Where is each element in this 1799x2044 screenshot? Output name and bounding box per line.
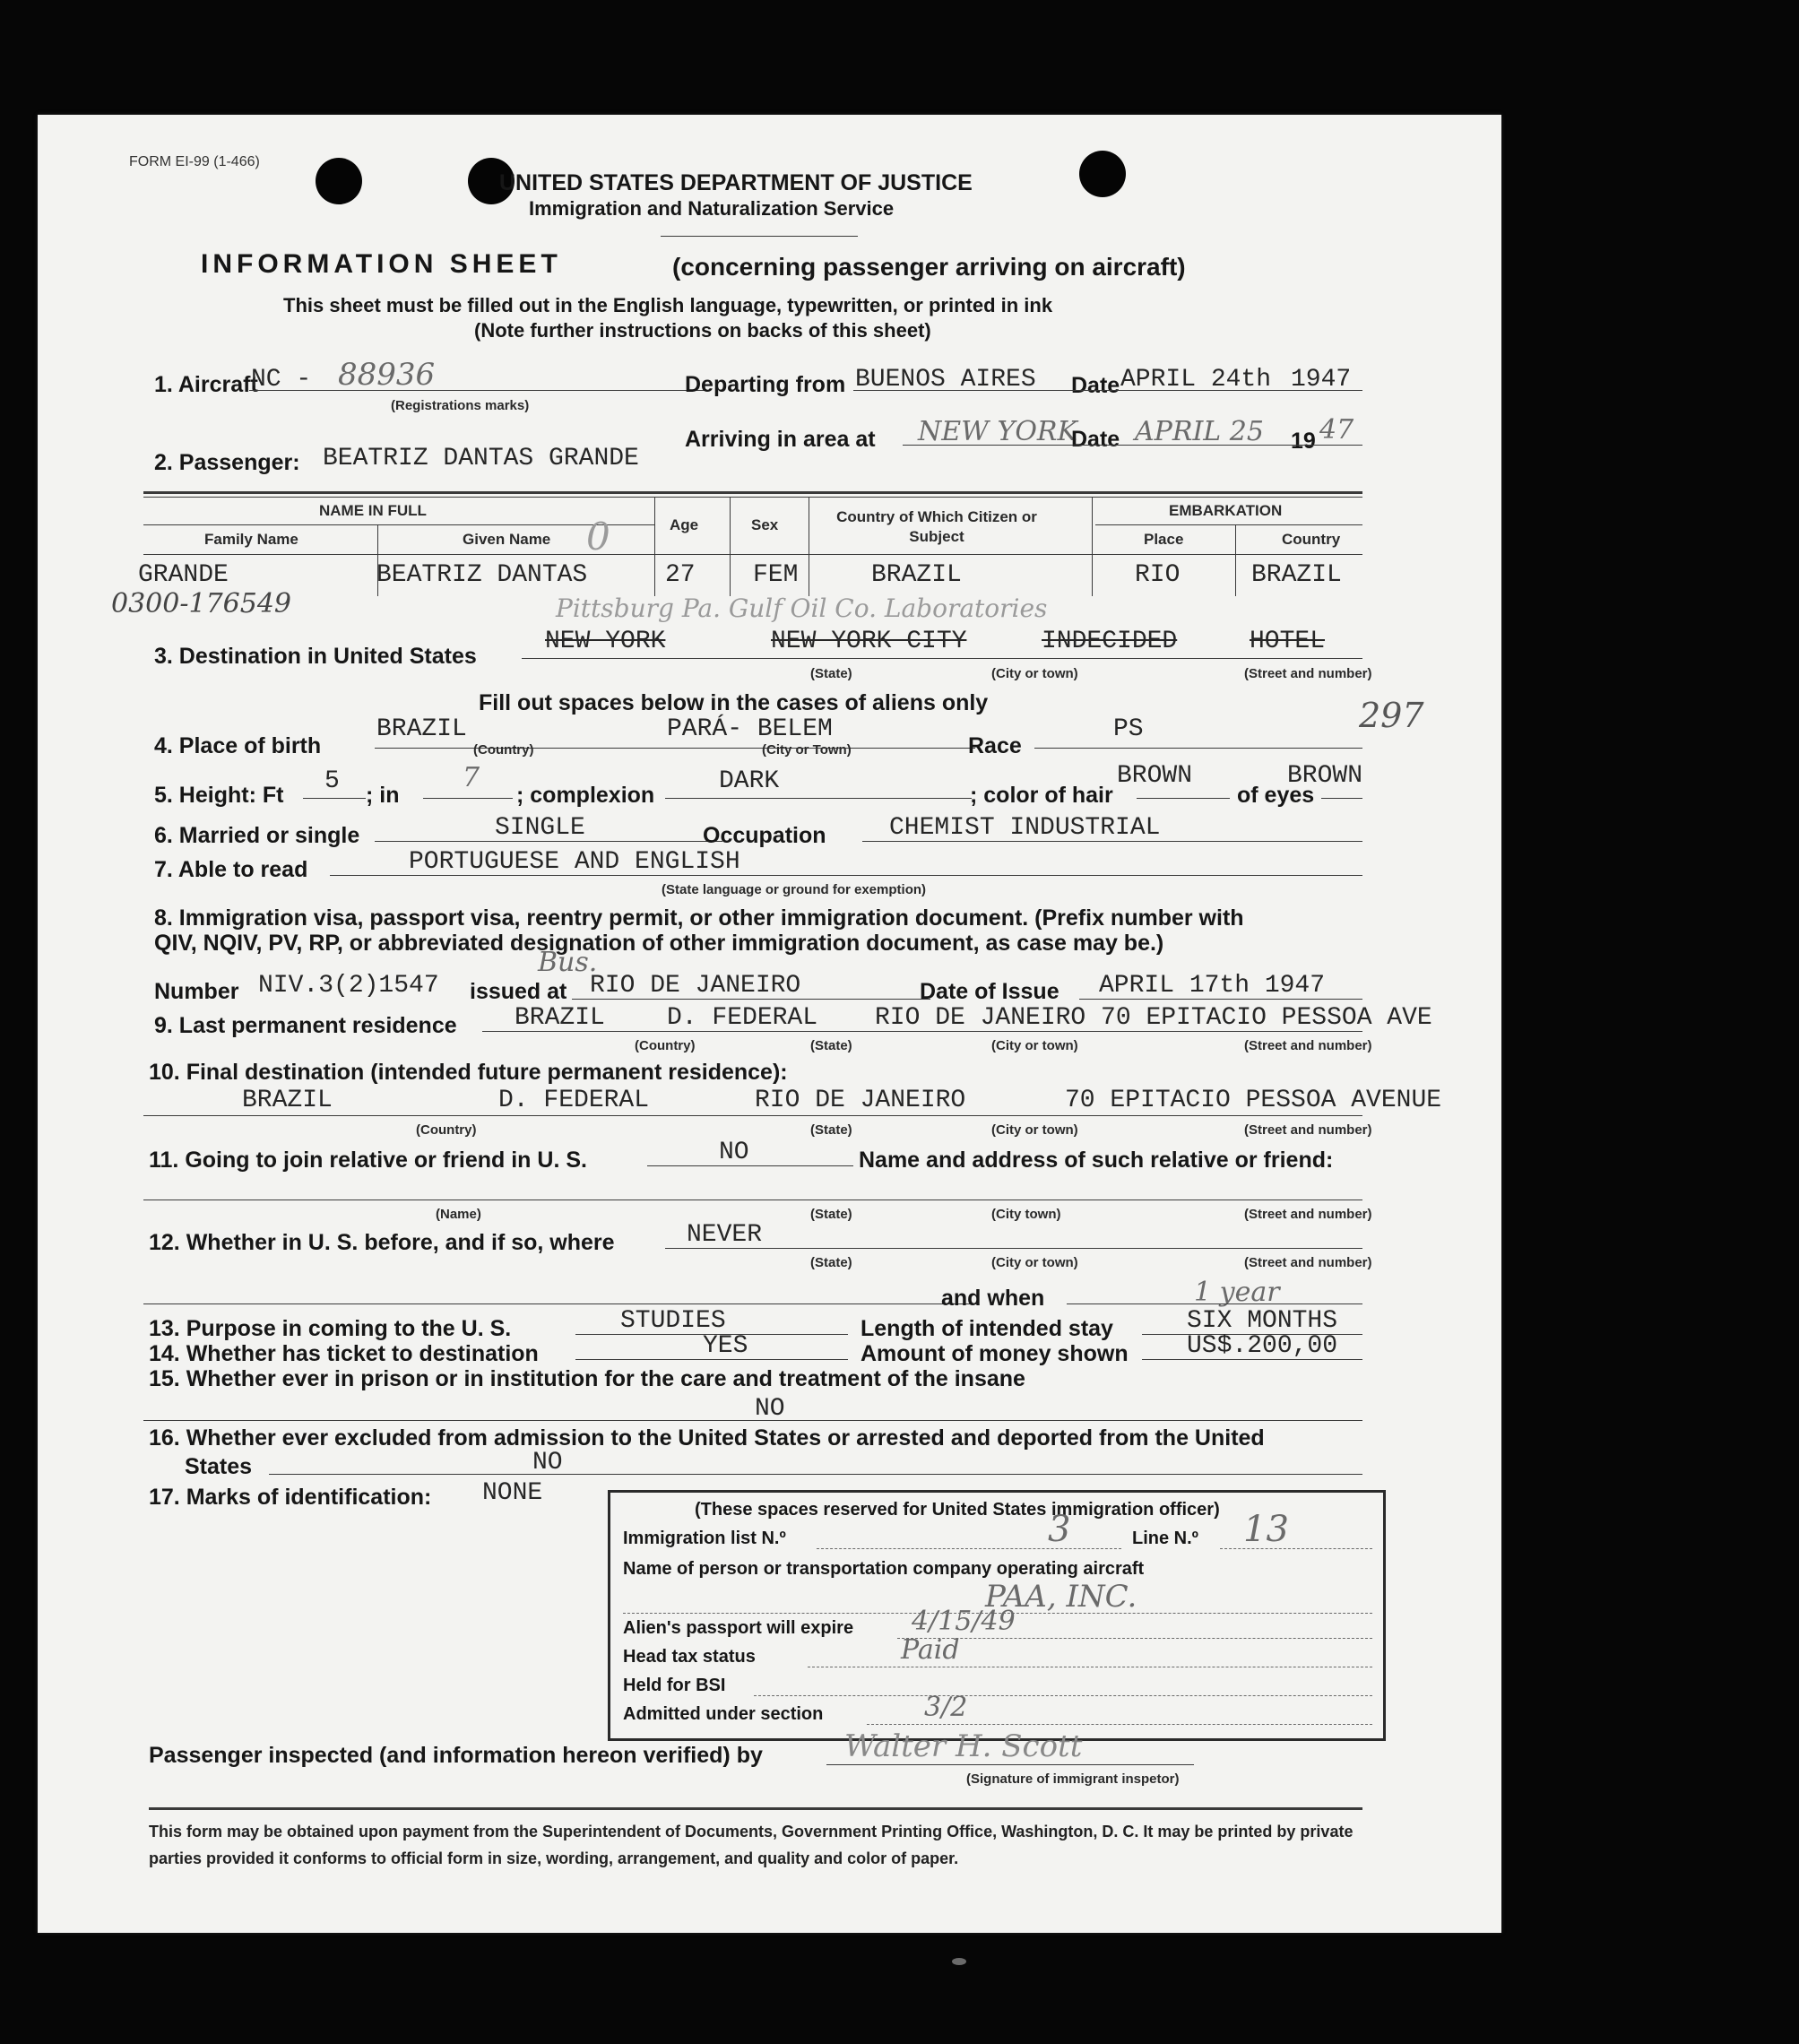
feet-line: [303, 798, 366, 799]
residence-state: D. FEDERAL: [667, 1004, 818, 1032]
money-line: [1142, 1359, 1362, 1360]
residence-line: [482, 1031, 1362, 1032]
issue-date-line: [1079, 999, 1362, 1000]
arriving-date-label: Date: [1071, 427, 1120, 452]
before-cap-state: (State): [810, 1255, 852, 1270]
ticket-label: 14. Whether has ticket to destination: [149, 1341, 539, 1366]
residence-country: BRAZIL: [515, 1004, 605, 1032]
marks-label: 17. Marks of identification:: [149, 1485, 432, 1510]
table-place-header: Place: [1144, 531, 1184, 548]
residence-cap-street: (Street and number): [1244, 1038, 1372, 1053]
headtax-label: Head tax status: [623, 1647, 756, 1667]
table-family-header: Family Name: [204, 531, 298, 548]
final-cap-city: (City or town): [991, 1122, 1078, 1138]
list-label: Immigration list N.º: [623, 1529, 786, 1548]
departing-date-label: Date: [1071, 373, 1120, 398]
race-value: PS: [1113, 715, 1144, 743]
relative-cap-street: (Street and number): [1244, 1207, 1372, 1222]
destination-handwritten: Pittsburg Pa. Gulf Oil Co. Laboratories: [556, 593, 1048, 623]
aircraft-prefix: NC -: [251, 366, 312, 394]
list-value: 3: [1048, 1509, 1071, 1550]
height-label: 5. Height: Ft: [154, 783, 284, 808]
arriving-date: APRIL 25: [1135, 416, 1264, 447]
aircraft-line: [249, 390, 708, 391]
departing-year: 1947: [1291, 366, 1352, 394]
relative-label: 11. Going to join relative or friend in U. S.: [149, 1148, 587, 1173]
read-line: [330, 875, 1362, 876]
line-no-line: [1220, 1548, 1372, 1549]
arriving-year-prefix: 19: [1291, 429, 1316, 454]
married-label: 6. Married or single: [154, 823, 360, 848]
aircraft-caption: (Registrations marks): [391, 398, 530, 413]
destination-street-a: INDECIDED: [1042, 628, 1178, 655]
relative-cap-name: (Name): [436, 1207, 481, 1222]
sex-cell: FEM: [753, 561, 799, 589]
table-top-rule-2: [143, 497, 1362, 498]
instruction-line-1: This sheet must be filled out in the English language, typewritten, or printed in ink: [283, 294, 1053, 316]
bsi-label: Held for BSI: [623, 1676, 726, 1695]
passport-label: Alien's passport will expire: [623, 1618, 854, 1638]
destination-state: NEW YORK: [545, 628, 666, 655]
final-cap-country: (Country): [416, 1122, 477, 1138]
destination-street-b: HOTEL: [1250, 628, 1326, 655]
arriving-year: 47: [1319, 414, 1354, 446]
operator-value: PAA, INC.: [985, 1579, 1137, 1615]
before-cap-city: (City or town): [991, 1255, 1078, 1270]
height-feet: 5: [324, 767, 340, 795]
excluded-line: [269, 1474, 1362, 1475]
issue-date-label: Date of Issue: [920, 979, 1060, 1004]
table-header-bottom: [143, 554, 1362, 555]
issued-at: RIO DE JANEIRO: [590, 972, 801, 1000]
read-caption: (State language or ground for exemption): [662, 882, 927, 897]
margin-number: 297: [1359, 696, 1424, 735]
read-label: 7. Able to read: [154, 857, 308, 882]
final-line: [143, 1115, 1362, 1116]
given-name-cell: BEATRIZ DANTAS: [376, 561, 588, 589]
visa-text-1: 8. Immigration visa, passport visa, reentry permit, or other immigration document. (Prefix number with: [154, 905, 1244, 931]
purpose-value: STUDIES: [620, 1307, 726, 1335]
inches-line: [423, 798, 513, 799]
passenger-label: 2. Passenger:: [154, 450, 300, 475]
excluded-label-1: 16. Whether ever excluded from admission to the United States or arrested and deported from the United: [149, 1425, 1265, 1451]
height-inches: 7: [463, 762, 480, 793]
occupation-label: Occupation: [703, 823, 826, 848]
read-value: PORTUGUESE AND ENGLISH: [409, 848, 740, 876]
eyes-value: BROWN: [1287, 762, 1363, 790]
officer-box-title: (These spaces reserved for United States immigration officer): [695, 1500, 1220, 1520]
final-destination-label: 10. Final destination (intended future permanent residence):: [149, 1060, 788, 1085]
table-top-rule: [143, 491, 1362, 494]
prison-label: 15. Whether ever in prison or in institution for the care and treatment of the insane: [149, 1366, 1025, 1391]
passport-value: 4/15/49: [912, 1606, 1016, 1637]
final-cap-state: (State): [810, 1122, 852, 1138]
table-country-header: Country of Which Citizen or Subject: [836, 508, 1037, 545]
section-line: [867, 1724, 1372, 1725]
departing-label: Departing from: [685, 372, 846, 397]
scan-mark: [952, 1958, 966, 1965]
arriving-at: NEW YORK: [918, 416, 1077, 447]
complexion-line: [665, 798, 972, 799]
form-sheet: [38, 115, 1501, 1933]
aliens-note: Fill out spaces below in the cases of aliens only: [479, 690, 989, 715]
visa-number-label: Number: [154, 979, 239, 1004]
complexion-value: DARK: [719, 767, 780, 795]
birth-city: PARÁ- BELEM: [667, 715, 833, 743]
emb-place-cell: RIO: [1135, 561, 1181, 589]
final-country: BRAZIL: [242, 1087, 333, 1114]
prison-line: [143, 1420, 1362, 1421]
complexion-label: ; complexion: [516, 783, 655, 808]
footer-text: This form may be obtained upon payment from the Superintendent of Documents, Government Printing Office, Washington, D. C. It may be printed by private parties provided it conforms to official form in size, wording, arrangement, and quality and color of paper.: [149, 1823, 1354, 1867]
before-cap-street: (Street and number): [1244, 1255, 1372, 1270]
punch-hole-left: [316, 158, 362, 204]
emb-country-cell: BRAZIL: [1251, 561, 1342, 589]
and-when-value: 1 year: [1194, 1277, 1280, 1308]
destination-cap-city: (City or town): [991, 666, 1078, 681]
family-name-cell: GRANDE: [138, 561, 229, 589]
form-subtitle: (concerning passenger arriving on aircraft): [672, 253, 1186, 281]
table-subrule-left: [143, 524, 654, 525]
issue-date: APRIL 17th 1947: [1099, 972, 1326, 1000]
table-name-in-full: NAME IN FULL: [319, 502, 427, 519]
list-line: [817, 1548, 1121, 1549]
passport-line: [897, 1638, 1372, 1639]
instruction-line-2: (Note further instructions on backs of this sheet): [474, 319, 931, 342]
money-value: US$.200,00: [1187, 1332, 1338, 1360]
residence-label: 9. Last permanent residence: [154, 1013, 457, 1038]
married-value: SINGLE: [495, 814, 585, 842]
table-age-header: Age: [670, 516, 699, 533]
table-col-5: [1092, 497, 1093, 596]
race-label: Race: [968, 733, 1022, 758]
section-label: Admitted under section: [623, 1704, 824, 1724]
file-number: 0300-176549: [111, 588, 292, 619]
residence-cap-country: (Country): [635, 1038, 696, 1053]
visa-text-2: QIV, NQIV, PV, RP, or abbreviated designation of other immigration document, as case may be.): [154, 931, 1164, 956]
departing-date: APRIL 24th: [1120, 366, 1272, 394]
money-label: Amount of money shown: [861, 1341, 1129, 1366]
residence-city-street: RIO DE JANEIRO 70 EPITACIO PESSOA AVE: [875, 1004, 1432, 1032]
eyes-label: of eyes: [1237, 783, 1315, 808]
birth-line: [375, 748, 975, 749]
bsi-line: [754, 1695, 1372, 1696]
final-city: RIO DE JANEIRO: [755, 1087, 966, 1114]
birth-cap-city: (City or Town): [762, 742, 852, 758]
birth-cap-country: (Country): [473, 742, 534, 758]
issued-label: issued at: [470, 979, 567, 1004]
aircraft-label: 1. Aircraft: [154, 372, 258, 397]
destination-cap-street: (Street and number): [1244, 666, 1372, 681]
final-street: 70 EPITACIO PESSOA AVENUE: [1065, 1087, 1442, 1114]
and-when-line: [1067, 1303, 1362, 1304]
destination-city: NEW YORK CITY: [771, 628, 967, 655]
table-sex-header: Sex: [751, 516, 779, 533]
operator-label: Name of person or transportation company operating aircraft: [623, 1559, 1145, 1579]
destination-line: [522, 658, 1362, 659]
occupation-line: [862, 841, 1362, 842]
officer-box: [608, 1490, 1386, 1741]
aircraft-number: 88936: [338, 357, 436, 393]
eyes-line: [1321, 798, 1362, 799]
issued-line: [572, 999, 930, 1000]
departing-from: BUENOS AIRES: [855, 366, 1036, 394]
line-label: Line N.º: [1132, 1529, 1198, 1548]
headtax-value: Paid: [901, 1634, 960, 1666]
table-given-header: Given Name: [463, 531, 551, 548]
hair-value: BROWN: [1117, 762, 1193, 790]
service-title: Immigration and Naturalization Service: [529, 197, 895, 220]
occupation-value: CHEMIST INDUSTRIAL: [889, 814, 1161, 842]
relative-line: [647, 1165, 853, 1166]
marks-value: NONE: [482, 1479, 543, 1507]
citizen-cell: BRAZIL: [871, 561, 962, 589]
relative-name-label: Name and address of such relative or friend:: [859, 1148, 1334, 1173]
passenger-name: BEATRIZ DANTAS GRANDE: [323, 445, 639, 472]
arriving-line: [903, 445, 1362, 446]
inspector-signature: Walter H. Scott: [844, 1728, 1083, 1764]
before-when-line-left: [143, 1303, 977, 1304]
arriving-label: Arriving in area at: [685, 427, 876, 452]
birth-label: 4. Place of birth: [154, 733, 322, 758]
excluded-value: NO: [532, 1449, 563, 1477]
residence-cap-city: (City or town): [991, 1038, 1078, 1053]
signature-caption: (Signature of immigrant inspetor): [966, 1771, 1180, 1787]
excluded-label-2: States: [185, 1454, 253, 1479]
inspection-label: Passenger inspected (and information hereon verified) by: [149, 1743, 763, 1768]
visa-handwritten-note: Bus.: [538, 947, 598, 978]
final-state: D. FEDERAL: [498, 1087, 650, 1114]
form-number: FORM EI-99 (1-466): [129, 154, 260, 169]
table-emb-country-header: Country: [1282, 531, 1341, 548]
departing-line: [853, 390, 1362, 391]
relative-cap-state: (State): [810, 1207, 852, 1222]
table-col-6: [1235, 524, 1236, 596]
destination-cap-state: (State): [810, 666, 852, 681]
table-col-2: [654, 497, 655, 596]
residence-cap-state: (State): [810, 1038, 852, 1053]
department-title: UNITED STATES DEPARTMENT OF JUSTICE: [499, 170, 973, 195]
visa-number: NIV.3(2)1547: [258, 972, 439, 1000]
inches-label: ; in: [366, 783, 400, 808]
hair-line: [1137, 798, 1230, 799]
relative-cap-city: (City town): [991, 1207, 1061, 1222]
signature-line: [826, 1764, 1194, 1765]
form-title: INFORMATION SHEET: [201, 249, 562, 279]
stay-value: SIX MONTHS: [1187, 1307, 1338, 1335]
table-embarkation: EMBARKATION: [1169, 502, 1283, 519]
married-line: [375, 841, 722, 842]
stay-label: Length of intended stay: [861, 1316, 1113, 1341]
and-when-label: and when: [941, 1286, 1045, 1311]
header-rule: [661, 236, 858, 237]
footer-rule: [149, 1807, 1362, 1810]
relative-value: NO: [719, 1139, 749, 1166]
birth-country: BRAZIL: [376, 715, 467, 743]
given-name-mark: 0: [586, 515, 610, 559]
line-value: 13: [1243, 1509, 1289, 1550]
ticket-line: [575, 1359, 848, 1360]
purpose-label: 13. Purpose in coming to the U. S.: [149, 1316, 512, 1341]
race-line: [1034, 748, 1362, 749]
punch-hole-right: [1079, 151, 1126, 197]
hair-label: ; color of hair: [970, 783, 1113, 808]
prison-value: NO: [755, 1395, 785, 1423]
ticket-value: YES: [703, 1332, 748, 1360]
age-cell: 27: [665, 561, 696, 589]
before-label: 12. Whether in U. S. before, and if so, where: [149, 1230, 615, 1255]
table-col-3: [730, 497, 731, 596]
table-subrule-right: [1095, 524, 1362, 525]
final-cap-street: (Street and number): [1244, 1122, 1372, 1138]
before-line: [665, 1248, 1362, 1249]
before-value: NEVER: [687, 1221, 763, 1249]
destination-label: 3. Destination in United States: [154, 644, 477, 669]
section-value: 3/2: [924, 1692, 968, 1723]
